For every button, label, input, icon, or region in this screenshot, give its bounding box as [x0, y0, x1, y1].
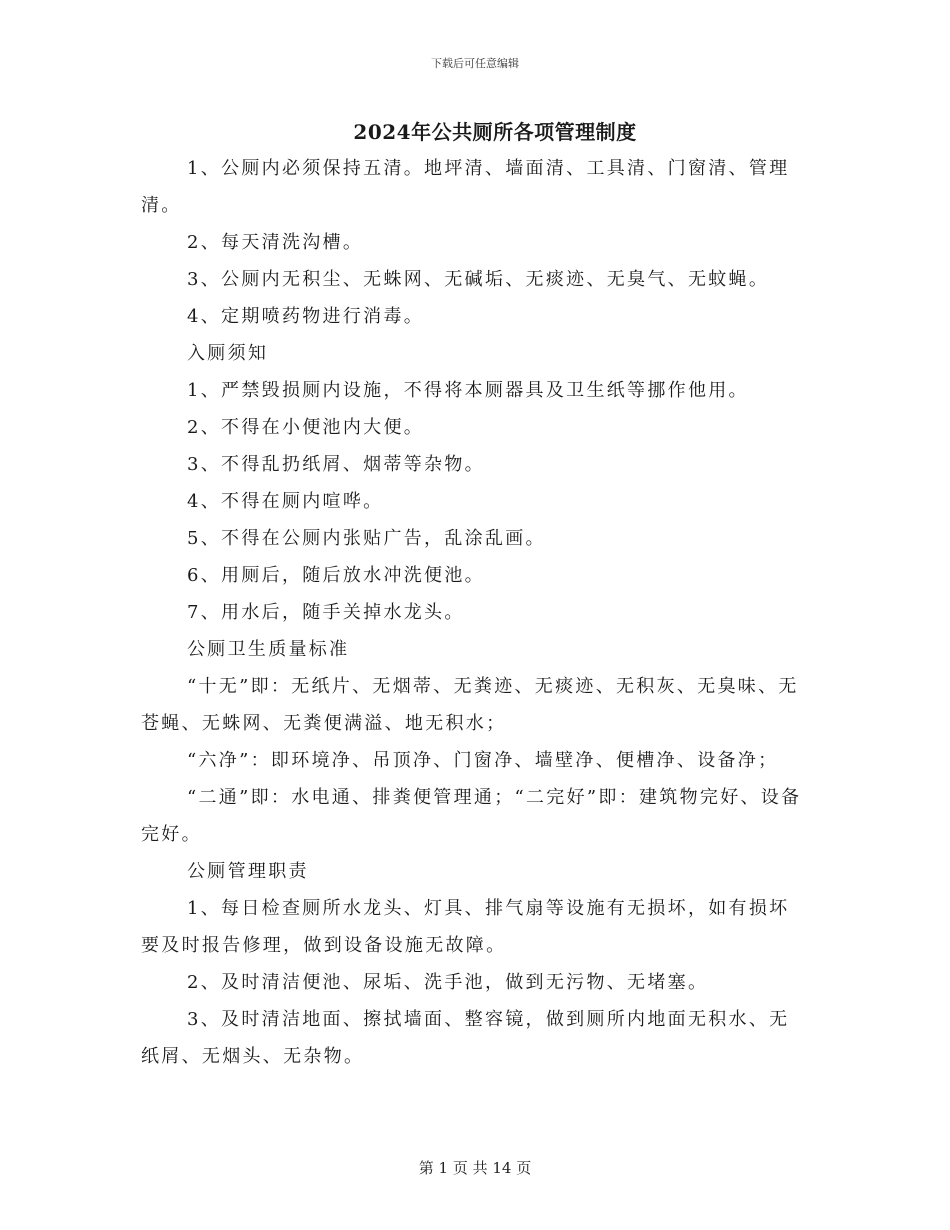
paragraph: 3、公厕内无积尘、无蛛网、无碱垢、无痰迹、无臭气、无蚊蝇。 — [187, 269, 770, 290]
paragraph: 4、定期喷药物进行消毒。 — [187, 306, 425, 327]
paragraph: 1、严禁毁损厕内设施，不得将本厕器具及卫生纸等挪作他用。 — [187, 380, 749, 401]
paragraph: 2、每天清洗沟槽。 — [187, 232, 364, 253]
paragraph: 6、用厕后，随后放水冲洗便池。 — [187, 565, 485, 586]
header-note: 下载后可任意编辑 — [431, 57, 519, 70]
document-body — [141, 150, 807, 1075]
paragraph: 1、每日检查厕所水龙头、灯具、排气扇等设施有无损坏，如有损坏要及时报告修理，做到设备设施无故障。 — [141, 898, 790, 956]
paragraph: “六净”：即环境净、吊顶净、门窗净、墙壁净、便槽净、设备净； — [187, 750, 779, 771]
paragraph: 2、及时清洁便池、尿垢、洗手池，做到无污物、无堵塞。 — [187, 972, 709, 993]
document-title: 2024年公共厕所各项管理制度 — [353, 120, 637, 144]
paragraph: “十无”即：无纸片、无烟蒂、无粪迹、无痰迹、无积灰、无臭味、无苍蝇、无蛛网、无粪便满溢、地无积水； — [141, 676, 799, 734]
paragraph: 7、用水后，随手关掉水龙头。 — [187, 602, 465, 623]
section-heading: 入厕须知 — [187, 343, 269, 364]
paragraph: 3、及时清洁地面、擦拭墙面、整容镜，做到厕所内地面无积水、无纸屑、无烟头、无杂物。 — [141, 1009, 790, 1067]
paragraph: 1、公厕内必须保持五清。地坪清、墙面清、工具清、门窗清、管理清。 — [141, 158, 790, 216]
section-heading: 公厕管理职责 — [187, 861, 309, 882]
paragraph: “二通”即：水电通、排粪便管理通；“二完好”即：建筑物完好、设备完好。 — [141, 787, 802, 845]
page-number: 第 1 页 共 14 页 — [418, 1159, 532, 1177]
paragraph: 3、不得乱扔纸屑、烟蒂等杂物。 — [187, 454, 485, 475]
paragraph: 5、不得在公厕内张贴广告，乱涂乱画。 — [187, 528, 546, 549]
section-heading: 公厕卫生质量标准 — [187, 639, 350, 660]
paragraph: 4、不得在厕内喧哗。 — [187, 491, 384, 512]
paragraph: 2、不得在小便池内大便。 — [187, 417, 425, 438]
